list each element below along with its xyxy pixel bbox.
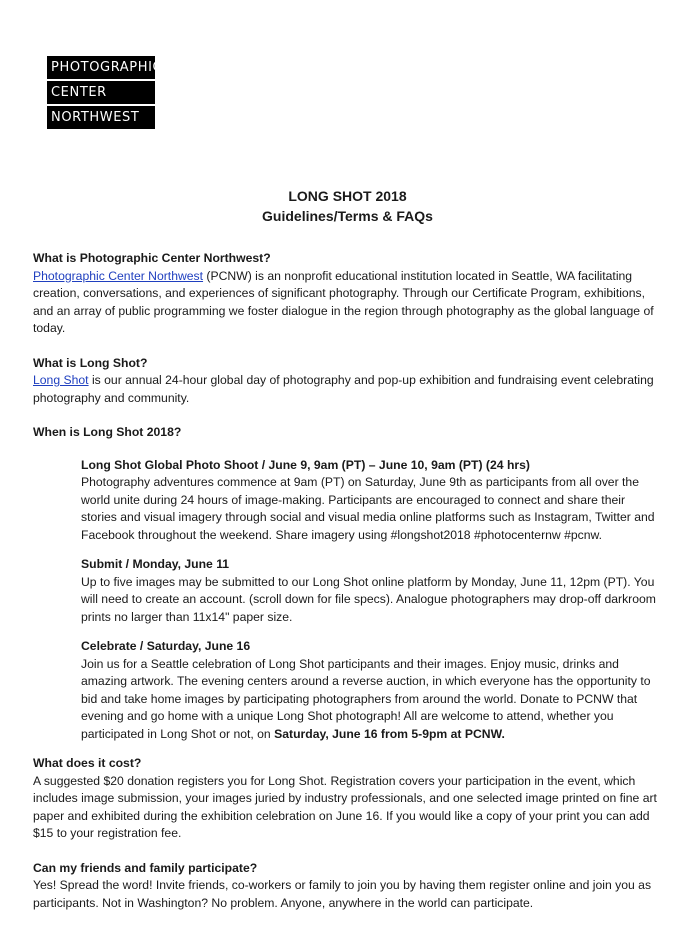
schedule-body: [81, 656, 663, 744]
schedule-body: Up to five images may be submitted to our Long Shot online platform by Monday, June 11, 12pm (PT). You will need to create an account. (scroll down for file specs). Analogue photographers may drop-off darkroom prints no larger than 11x14" paper size.: [81, 574, 656, 624]
schedule-submit: [81, 556, 663, 626]
faq-answer: [33, 372, 663, 407]
faq-answer: A suggested $20 donation registers you for Long Shot. Registration covers your participation in the event, which includes image submission, your images juried by industry professionals, and one selected image printed on fine art paper and exhibited during the exhibition celebration on June 16. If you would like a copy of your print you can add $15 to your registration fee.: [33, 773, 657, 840]
faq-question: What is Photographic Center Northwest?: [33, 251, 271, 265]
faq-answer: [33, 268, 663, 338]
faq-question: Can my friends and family participate?: [33, 860, 258, 875]
faq-friends-family: [33, 860, 663, 913]
faq-question: What is Long Shot?: [33, 355, 148, 370]
schedule-body-text: Join us for a Seattle celebration of Long Shot participants and their images. Enjoy music, drinks and amazing artwork. The evening centers around a reverse auction, in which everyone has the opportunity to bid and take home images by participating photographers from around the world. Donate to PCNW that evening and go home with a unique Long Shot photograph! All are welcome to attend, whether you participated in Long Shot or not, on: [81, 656, 651, 741]
schedule-title: Celebrate / Saturday, June 16: [81, 639, 251, 653]
document-header: [0, 186, 695, 226]
faq-answer-text: is our annual 24-hour global day of photography and pop-up exhibition and fundraising event celebrating photography and community.: [33, 373, 654, 405]
schedule-celebrate: [81, 638, 663, 743]
document-subtitle: Guidelines/Terms & FAQs: [262, 208, 433, 224]
faq-what-is-pcnw: [33, 250, 663, 338]
logo-line-photographic: PHOTOGRAPHIC: [47, 56, 155, 79]
schedule-body-emphasis: Saturday, June 16 from 5-9pm at PCNW.: [274, 726, 505, 741]
faq-what-is-long-shot: [33, 355, 663, 408]
logo-line-center: CENTER: [47, 81, 155, 104]
document-body: [33, 250, 663, 929]
faq-cost: [33, 755, 663, 843]
schedule-global-photo-shoot: [81, 457, 663, 545]
pcnw-logo: [47, 56, 163, 131]
faq-answer: Yes! Spread the word! Invite friends, co-workers or family to join you by having them register online and join you as participants. Not in Washington? No problem. Anyone, anywhere in the world can participate.: [33, 878, 652, 910]
logo-line-northwest: NORTHWEST: [47, 106, 155, 129]
schedule-title: Long Shot Global Photo Shoot / June 9, 9am (PT) – June 10, 9am (PT) (24 hrs): [81, 457, 530, 472]
long-shot-link[interactable]: Long Shot: [33, 373, 89, 387]
pcnw-link[interactable]: Photographic Center Northwest: [33, 268, 204, 283]
schedule-title: Submit / Monday, June 11: [81, 557, 230, 571]
faq-question: What does it cost?: [33, 756, 142, 770]
faq-answer-text: (PCNW) is an nonprofit educational institution located in Seattle, WA facilitating creation, conversations, and experiences of significant photography. Through our Certificate Program, exhibitions, and an array of public programming we foster dialogue in the region through photography as the global language of today.: [33, 268, 654, 335]
faq-when-is-long-shot: [33, 424, 663, 743]
schedule-body: Photography adventures commence at 9am (PT) on Saturday, June 9th as participants from all over the world unite during 24 hours of image-making. Participants are encouraged to connect and share their stories and visual imagery through social and visual media online platforms such as Instagram, Twitter and Facebook throughout the weekend. Share imagery using #longshot2018 #photocenternw #pcnw.: [81, 475, 655, 542]
document-title: LONG SHOT 2018: [288, 188, 407, 204]
faq-question: When is Long Shot 2018?: [33, 425, 182, 439]
